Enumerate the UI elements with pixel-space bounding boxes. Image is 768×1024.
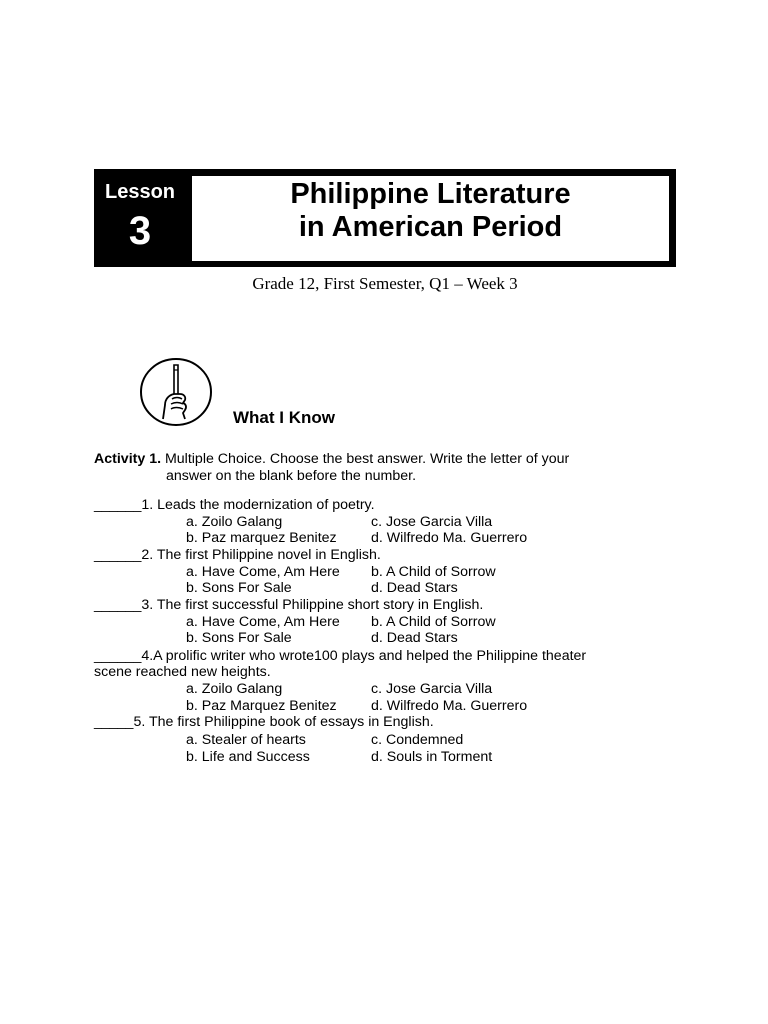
choice-b: b. Paz marquez Benitez: [186, 530, 337, 546]
question-stem: _____5. The first Philippine book of essays in English.: [94, 714, 434, 730]
lesson-label: Lesson: [104, 181, 176, 203]
choice-b: b. Paz Marquez Benitez: [186, 698, 337, 714]
choice-d: d. Dead Stars: [371, 580, 458, 596]
choice-d: d. Souls in Torment: [371, 749, 493, 765]
choice-d: d. Wilfredo Ma. Guerrero: [371, 530, 528, 546]
choice-c: c. Condemned: [371, 732, 464, 748]
page-title-line2: in American Period: [298, 211, 563, 243]
choice-a: a. Zoilo Galang: [186, 681, 283, 697]
title-box: [192, 176, 669, 261]
choice-c: c. Jose Garcia Villa: [371, 514, 493, 530]
hand-pencil-icon: [139, 357, 213, 427]
question-stem-continued: scene reached new heights.: [94, 664, 271, 680]
page-title-line1: Philippine Literature: [290, 178, 571, 210]
activity-label: Activity 1.: [94, 451, 162, 467]
choice-b: b. Life and Success: [186, 749, 310, 765]
choice-a: a. Stealer of hearts: [186, 732, 306, 748]
choice-b: b. Sons For Sale: [186, 580, 292, 596]
activity-instruction: [94, 451, 569, 468]
activity-instruction-line1: Multiple Choice. Choose the best answer. Write the letter of your: [161, 451, 570, 467]
question-stem: ______4.A prolific writer who wrote100 plays and helped the Philippine theater: [94, 648, 587, 664]
choice-d: d. Dead Stars: [371, 630, 458, 646]
lesson-number: 3: [128, 209, 152, 253]
choice-c: b. A Child of Sorrow: [371, 614, 496, 630]
choice-b: b. Sons For Sale: [186, 630, 292, 646]
section-heading: What I Know: [233, 408, 335, 427]
question-stem: ______2. The first Philippine novel in English.: [94, 547, 381, 563]
question-stem: ______3. The first successful Philippine short story in English.: [94, 597, 484, 613]
page-subtitle: Grade 12, First Semester, Q1 – Week 3: [252, 274, 518, 293]
choice-c: c. Jose Garcia Villa: [371, 681, 493, 697]
lesson-badge: [94, 169, 186, 267]
question-stem: ______1. Leads the modernization of poetry.: [94, 497, 375, 513]
activity-instruction-line2: answer on the blank before the number.: [166, 468, 417, 484]
choice-a: a. Have Come, Am Here: [186, 564, 340, 580]
choice-c: b. A Child of Sorrow: [371, 564, 496, 580]
choice-d: d. Wilfredo Ma. Guerrero: [371, 698, 528, 714]
choice-a: a. Zoilo Galang: [186, 514, 283, 530]
choice-a: a. Have Come, Am Here: [186, 614, 340, 630]
